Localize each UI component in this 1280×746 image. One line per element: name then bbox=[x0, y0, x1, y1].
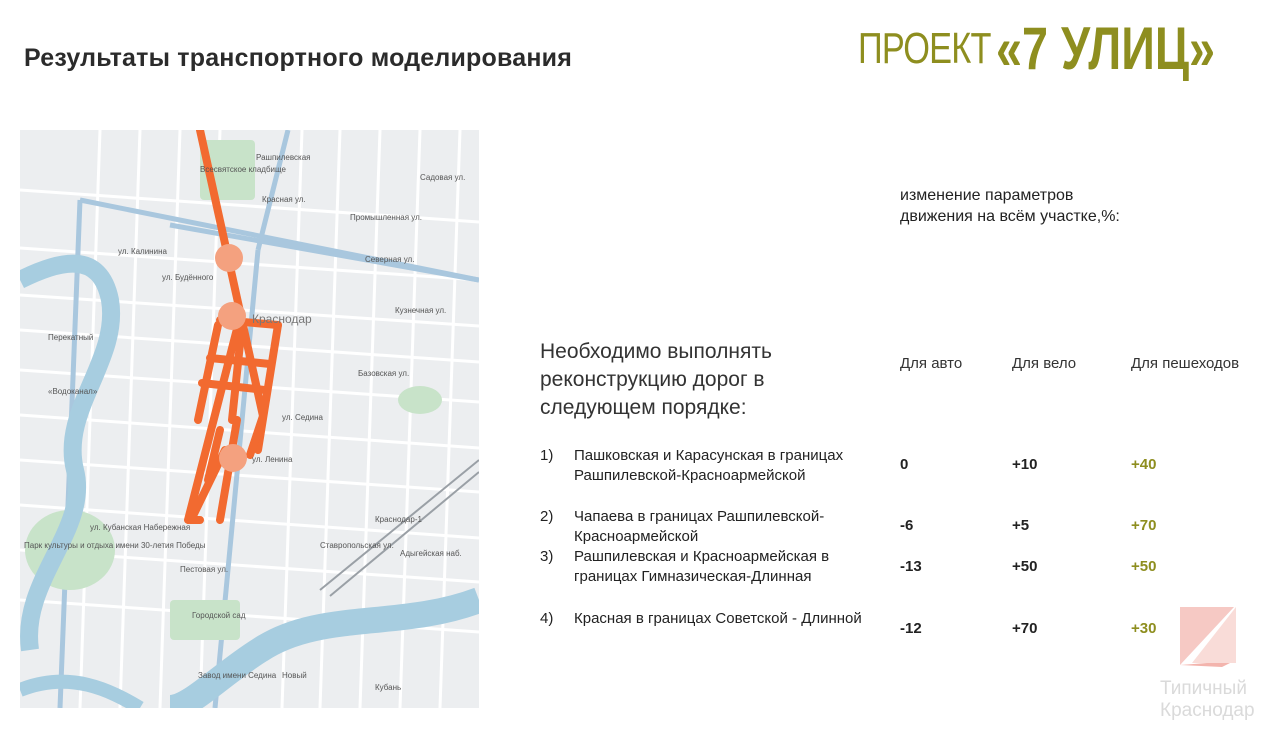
map-label-pestovaya: Пестовая ул. bbox=[180, 565, 229, 574]
map-label-stavropolskaya: Ставропольская ул. bbox=[320, 541, 394, 550]
map-label-novy: Новый bbox=[282, 671, 307, 680]
brand-prefix: ПРОЕКТ bbox=[858, 24, 991, 73]
value-auto: -6 bbox=[900, 517, 914, 534]
map-label-city: Краснодар bbox=[252, 312, 312, 326]
step-number: 4) bbox=[540, 610, 554, 627]
map-label-rashpil: Рашпилевская bbox=[256, 153, 311, 162]
map-label-sedina: ул. Седина bbox=[282, 413, 323, 422]
step-text: Чапаева в границах Рашпилевской-Красноармейской bbox=[574, 508, 825, 545]
map-label-kubanskaya: ул. Кубанская Набережная bbox=[90, 523, 191, 532]
value-auto: 0 bbox=[900, 456, 909, 473]
map-label-krasnaya: Красная ул. bbox=[262, 195, 306, 204]
map-label-budennogo: ул. Будённого bbox=[162, 273, 214, 282]
value-bike: +50 bbox=[1012, 558, 1038, 575]
city-map bbox=[20, 130, 479, 708]
watermark-line2: Краснодар bbox=[1160, 700, 1255, 721]
map-label-vodnik: «Водоканал» bbox=[48, 387, 98, 396]
map-label-bazovskaya: Базовская ул. bbox=[358, 369, 410, 378]
map-label-perekatny: Перекатный bbox=[48, 333, 94, 342]
value-ped: +40 bbox=[1131, 456, 1157, 473]
lead-text: Необходимо выполнять реконструкцию дорог в следующем порядке: bbox=[540, 340, 772, 419]
map-label-promyshlennaya: Промышленная ул. bbox=[350, 213, 422, 222]
map-label-krasnodar1: Краснодар-1 bbox=[375, 515, 422, 524]
col-header-bike: Для вело bbox=[1012, 355, 1077, 372]
value-auto: -13 bbox=[900, 558, 922, 575]
step-text: Красная в границах Советской - Длинной bbox=[574, 610, 862, 627]
map-label-gorodskoy-sad: Городской сад bbox=[192, 611, 246, 620]
step-text: Рашпилевская и Красноармейская в границах Гимназическая-Длинная bbox=[574, 548, 830, 585]
value-ped: +50 bbox=[1131, 558, 1157, 575]
value-auto: -12 bbox=[900, 620, 922, 637]
watermark-text bbox=[1160, 678, 1255, 722]
map-label-kuban: Кубань bbox=[375, 683, 402, 692]
step-number: 2) bbox=[540, 508, 554, 525]
col-header-ped: Для пешеходов bbox=[1131, 355, 1240, 372]
brand-logo bbox=[858, 15, 1216, 82]
step-number: 1) bbox=[540, 447, 554, 464]
map-label-park: Парк культуры и отдыха имени 30-летия Победы bbox=[24, 541, 206, 550]
map-label-kuznechnaya: Кузнечная ул. bbox=[395, 306, 447, 315]
map-label-severnaya: Северная ул. bbox=[365, 255, 415, 264]
map-canvas bbox=[20, 130, 479, 708]
value-ped: +30 bbox=[1131, 620, 1157, 637]
step-number: 3) bbox=[540, 548, 554, 565]
map-label-adygeyskaya: Адыгейская наб. bbox=[400, 549, 462, 558]
params-header: изменение параметров движения на всём участке,%: bbox=[900, 187, 1120, 225]
value-ped: +70 bbox=[1131, 517, 1157, 534]
map-label-sadovaya: Садовая ул. bbox=[420, 173, 466, 182]
col-header-auto: Для авто bbox=[900, 355, 963, 372]
map-label-cemetery: Всесвятское кладбище bbox=[200, 165, 286, 174]
watermark-line1: Типичный bbox=[1160, 678, 1247, 699]
value-bike: +5 bbox=[1012, 517, 1030, 534]
value-bike: +70 bbox=[1012, 620, 1038, 637]
step-text: Пашковская и Карасунская в границах Рашпилевской-Красноармейской bbox=[574, 447, 844, 484]
map-label-zavod: Завод имени Седина bbox=[198, 671, 277, 680]
slide-title: Результаты транспортного моделирования bbox=[24, 44, 572, 72]
map-label-kalinina: ул. Калинина bbox=[118, 247, 167, 256]
brand-name: «7 УЛИЦ» bbox=[996, 15, 1216, 82]
map-label-lenina: ул. Ленина bbox=[252, 455, 293, 464]
value-bike: +10 bbox=[1012, 456, 1038, 473]
